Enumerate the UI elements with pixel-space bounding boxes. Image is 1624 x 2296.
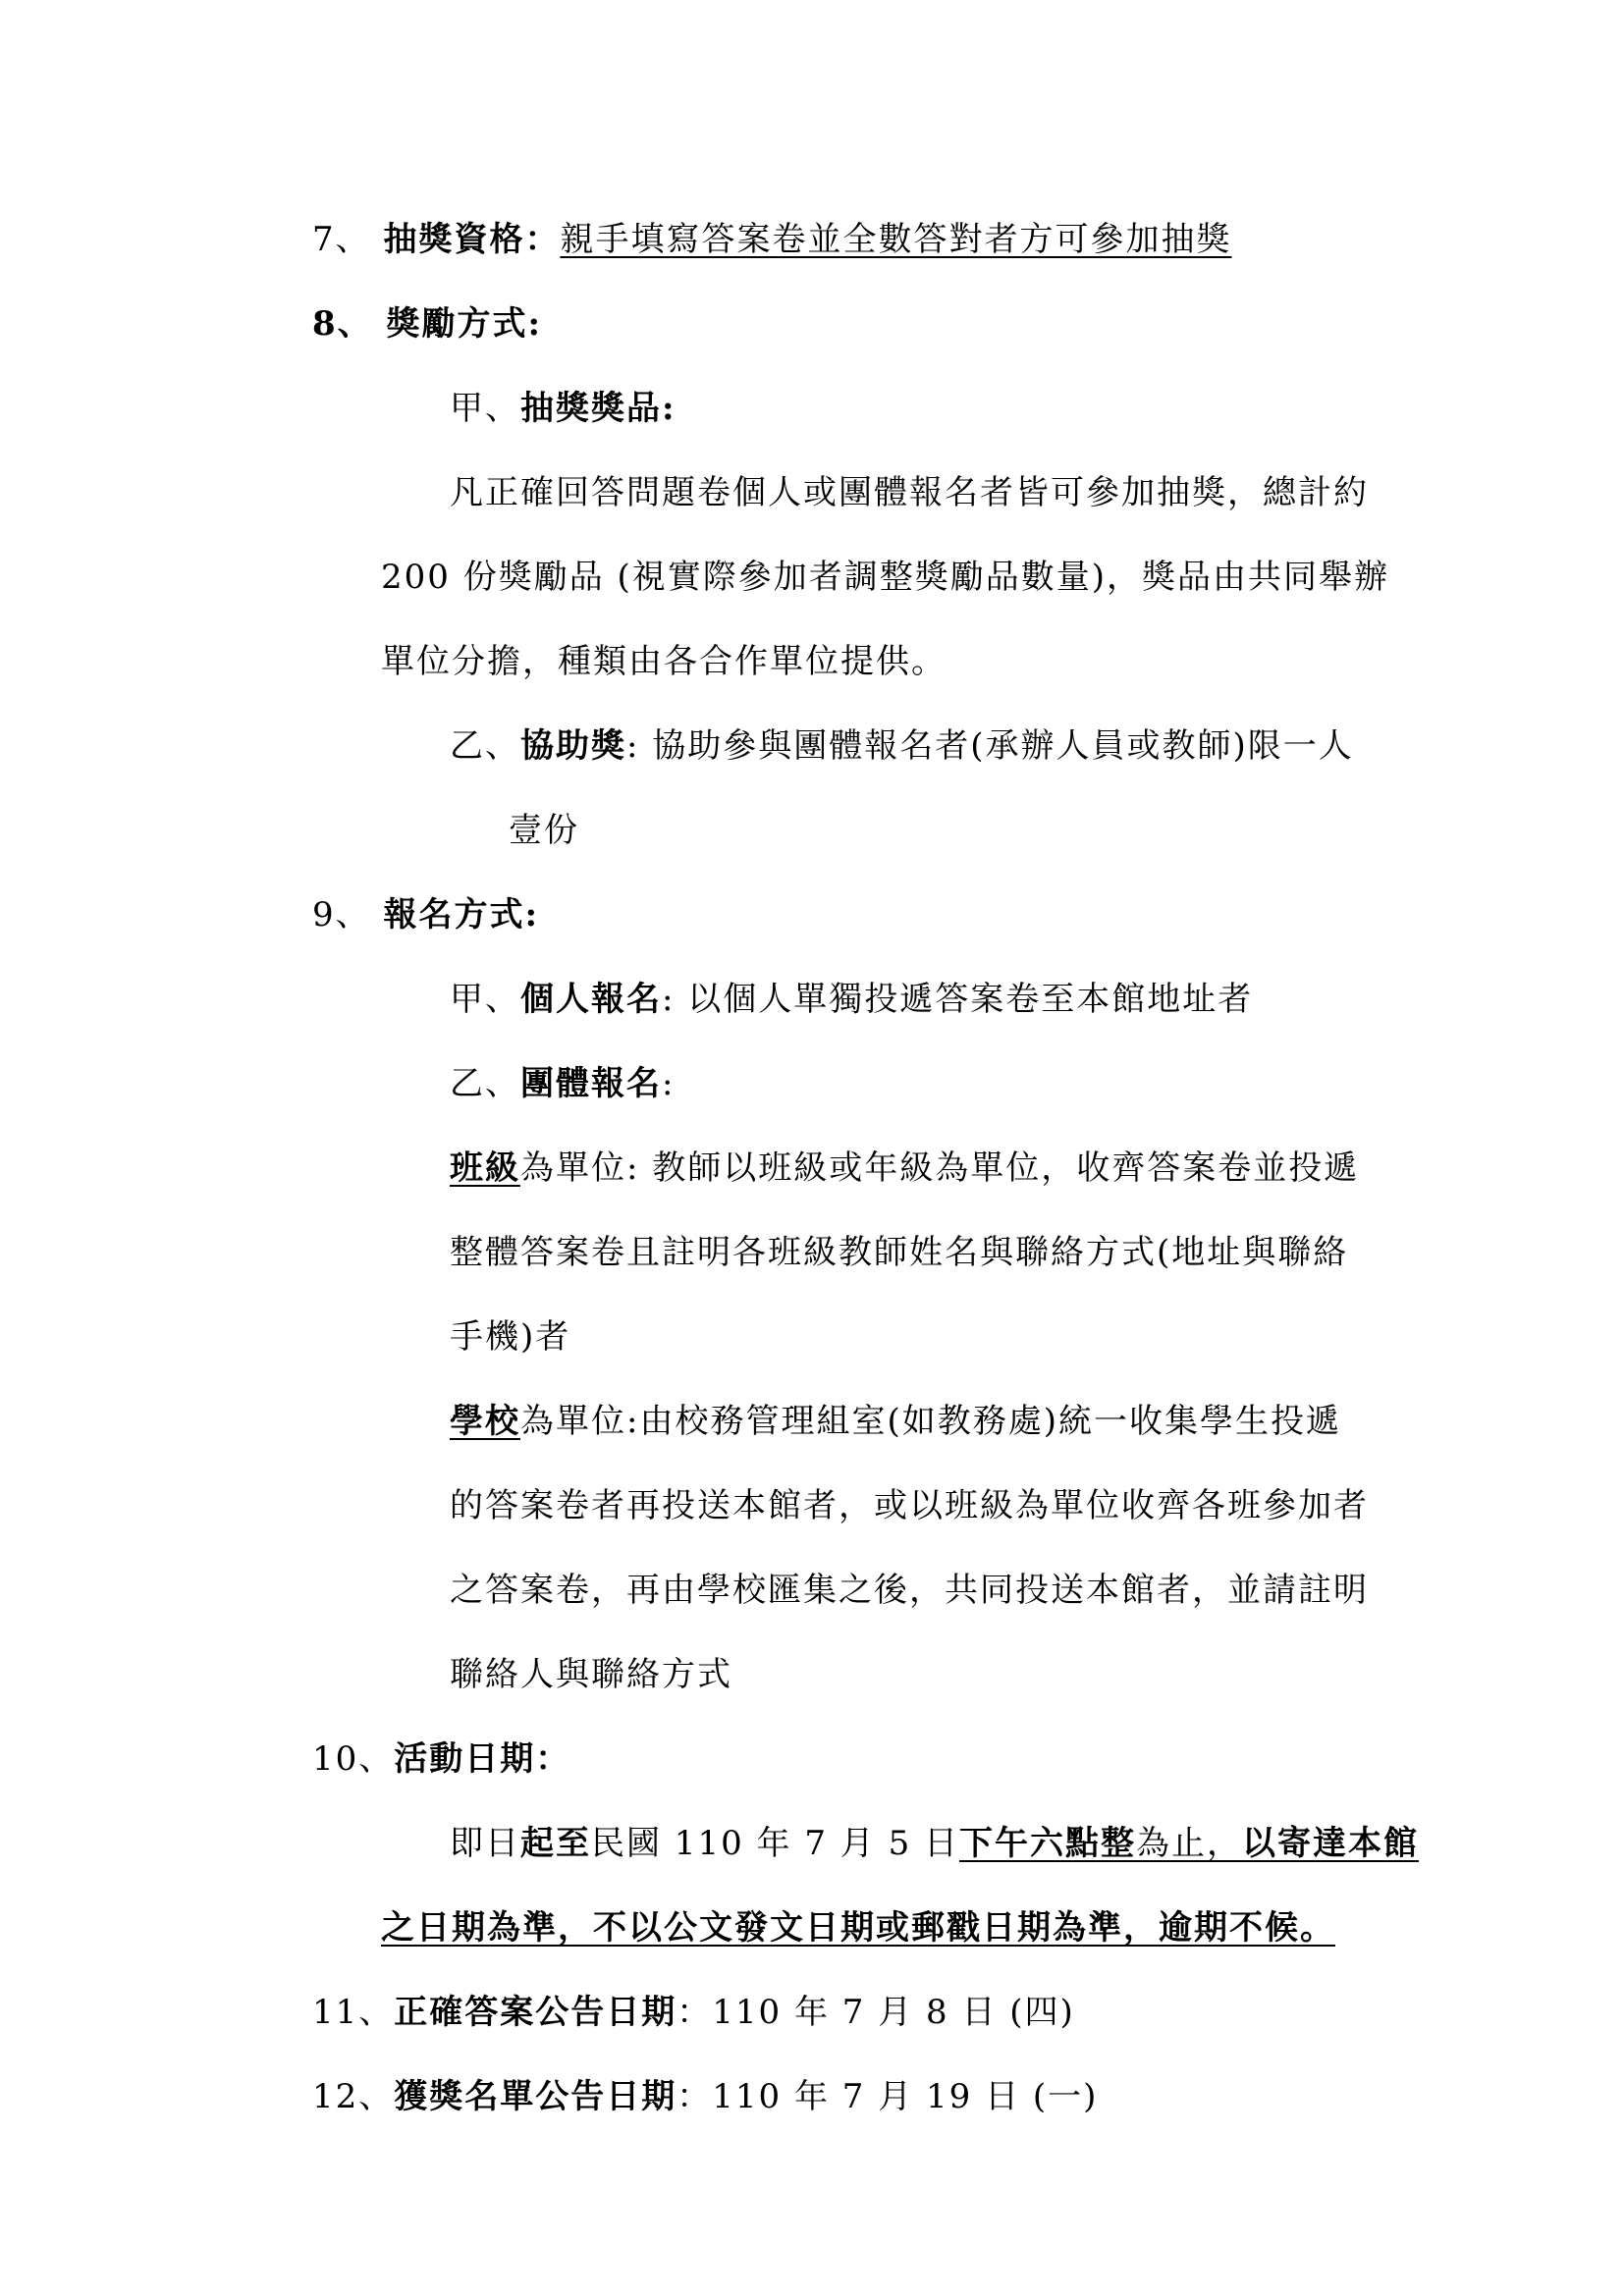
- item-heading: 獎勵方式:: [386, 304, 543, 344]
- school-unit-line: [450, 1400, 1341, 1443]
- item-number: 12、: [312, 2077, 395, 2116]
- item-12: [312, 2075, 1098, 2118]
- sub-text: :: [662, 1064, 676, 1103]
- sub-heading: 個人報名: [520, 980, 662, 1019]
- item-8b: [450, 724, 1354, 768]
- item-number: 10、: [312, 1739, 395, 1779]
- sub-prefix: 甲、: [450, 389, 520, 428]
- sub-prefix: 乙、: [450, 1064, 520, 1103]
- item-heading: 報名方式:: [383, 895, 540, 934]
- date-part: 下午六點整: [959, 1824, 1137, 1863]
- paragraph-line: 手機)者: [450, 1317, 571, 1357]
- class-text: 為單位: 教師以班級或年級為單位，收齊答案卷並投遞: [520, 1148, 1360, 1188]
- date-part: 起至: [520, 1824, 591, 1863]
- item-9a: [450, 978, 1253, 1021]
- date-part: 民國 110 年 7 月 5 日: [591, 1824, 960, 1863]
- date-part: 以寄達本館: [1242, 1824, 1420, 1863]
- date-part: 即日: [450, 1824, 520, 1863]
- item-9b: [450, 1062, 675, 1105]
- item-8: [312, 302, 542, 346]
- item-number: 8、: [312, 304, 373, 344]
- class-heading: 班級: [450, 1148, 520, 1188]
- paragraph-line: 聯絡人與聯絡方式: [450, 1655, 732, 1694]
- paragraph-line: 的答案卷者再投送本館者，或以班級為單位收齊各班參加者: [450, 1486, 1369, 1525]
- item-heading: 抽獎資格：: [383, 220, 561, 259]
- item-text: ：110 年 7 月 8 日 (四): [677, 1993, 1075, 2032]
- school-heading: 學校: [450, 1402, 520, 1441]
- sub-heading: 團體報名: [520, 1064, 662, 1103]
- sub-heading: 抽獎獎品:: [520, 389, 677, 428]
- sub-prefix: 甲、: [450, 980, 520, 1019]
- sub-heading: 協助獎: [520, 726, 626, 766]
- paragraph-line: 200 份獎勵品 (視實際參加者調整獎勵品數量)，獎品由共同舉辦: [381, 558, 1390, 597]
- item-heading: 活動日期：: [394, 1739, 571, 1779]
- item-heading: 獲獎名單公告日期: [394, 2077, 677, 2116]
- item-8a-heading: [450, 387, 677, 430]
- paragraph-line: 凡正確回答問題卷個人或團體報名者皆可參加抽獎，總計約: [450, 473, 1369, 512]
- paragraph-line: 之答案卷，再由學校匯集之後，共同投送本館者，並請註明: [450, 1571, 1369, 1610]
- paragraph-line: 壹份: [509, 811, 579, 850]
- date-line: [450, 1822, 1419, 1865]
- item-10: [312, 1737, 570, 1781]
- item-11: [312, 1991, 1075, 2034]
- class-unit-line: [450, 1147, 1359, 1190]
- item-7: [312, 218, 1231, 261]
- paragraph-line: 單位分擔，種類由各合作單位提供。: [381, 642, 947, 681]
- item-9: [312, 893, 539, 936]
- sub-text: : 協助參與團體報名者(承辦人員或教師)限一人: [626, 726, 1354, 766]
- date-line-2: 之日期為準，不以公文發文日期或郵戳日期為準，逾期不候。: [381, 1908, 1335, 1948]
- paragraph-line: 整體答案卷且註明各班級教師姓名與聯絡方式(地址與聯絡: [450, 1233, 1349, 1272]
- item-number: 7、: [312, 220, 371, 259]
- school-text: 為單位:由校務管理組室(如教務處)統一收集學生投遞: [520, 1402, 1341, 1441]
- date-part: 為止，: [1136, 1824, 1243, 1863]
- item-number: 9、: [312, 895, 371, 934]
- item-text: 親手填寫答案卷並全數答對者方可參加抽獎: [560, 220, 1232, 259]
- sub-prefix: 乙、: [450, 726, 520, 766]
- item-heading: 正確答案公告日期: [394, 1993, 677, 2032]
- item-text: ：110 年 7 月 19 日 (一): [677, 2077, 1099, 2116]
- sub-text: : 以個人單獨投遞答案卷至本館地址者: [662, 980, 1254, 1019]
- item-number: 11、: [312, 1993, 395, 2032]
